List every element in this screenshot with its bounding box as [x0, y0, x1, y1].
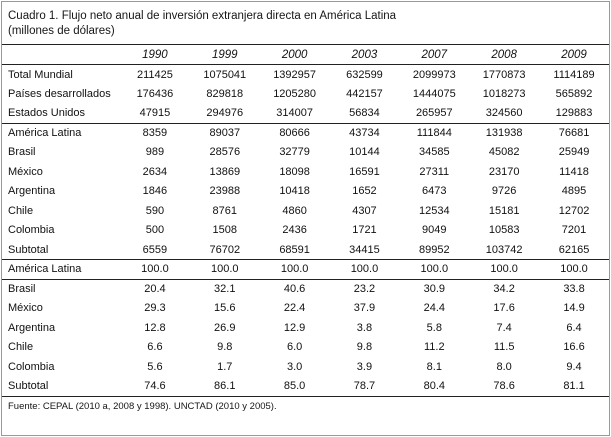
table-row	[2, 240, 609, 260]
value-cell: 8761	[212, 204, 237, 217]
value-cell: 7.4	[496, 321, 512, 334]
value-cell: 22.4	[283, 302, 306, 315]
source-note: Fuente: CEPAL (2010 a, 2008 y 1998). UNCTAD (2010 y 2005).	[8, 400, 277, 412]
header-row	[2, 45, 609, 65]
row-label: Argentina	[8, 185, 56, 198]
value-cell: 6.0	[286, 341, 303, 354]
value-cell: 100.0	[539, 260, 609, 280]
value-cell: 2634	[142, 165, 168, 178]
value-cell: 85.0	[283, 380, 306, 392]
value-cell: 23.2	[330, 279, 400, 299]
value-cell: 11.5	[493, 341, 515, 354]
year-column-header: 1999	[190, 45, 260, 65]
value-cell: 23988	[209, 185, 241, 198]
row-label: Estados Unidos	[8, 107, 86, 119]
value-cell: 33.8	[539, 279, 609, 299]
value-cell: 11418	[559, 165, 589, 178]
value-cell: 23170	[488, 165, 520, 178]
row-label: Colombia	[8, 224, 55, 237]
value-cell: 1721	[352, 224, 377, 237]
value-cell: 24.4	[423, 302, 445, 315]
row-label: Subtotal	[8, 380, 49, 392]
year-column-header: 2008	[469, 45, 539, 65]
value-cell: 78.6	[493, 380, 515, 392]
value-cell: 15181	[488, 204, 520, 217]
value-cell: 25949	[558, 146, 590, 159]
value-cell: 40.6	[260, 279, 330, 299]
row-label: Colombia	[8, 360, 55, 373]
value-cell: 103742	[485, 243, 523, 256]
value-cell: 86.1	[214, 380, 236, 392]
table-row	[2, 377, 609, 397]
value-cell: 100.0	[190, 260, 260, 280]
row-label: Subtotal	[8, 243, 49, 256]
table-body	[2, 65, 609, 397]
row-label: América Latina	[2, 260, 120, 280]
row-label: Total Mundial	[8, 68, 73, 81]
value-cell: 28576	[209, 146, 241, 159]
value-cell: 56834	[349, 107, 380, 119]
table-title: Cuadro 1. Flujo neto anual de inversión extranjera directa en América Latina	[8, 10, 397, 22]
value-cell: 10583	[488, 224, 520, 237]
table-row	[2, 279, 609, 299]
value-cell: 1205280	[273, 87, 317, 100]
value-cell: 80.4	[423, 380, 445, 392]
value-cell: 4895	[561, 185, 587, 198]
value-cell: 3.0	[286, 360, 303, 373]
value-cell: 34585	[419, 146, 450, 159]
value-cell: 3.9	[356, 360, 373, 373]
value-cell: 294976	[206, 107, 244, 119]
row-label: Países desarrollados	[8, 87, 111, 100]
value-cell: 1392957	[273, 68, 317, 81]
value-cell: 76681	[539, 123, 609, 143]
row-label: Argentina	[8, 321, 56, 334]
value-cell: 2099973	[412, 68, 456, 81]
value-cell: 2436	[282, 224, 307, 237]
value-cell: 1770873	[482, 68, 526, 81]
value-cell: 6559	[142, 243, 168, 256]
value-cell: 6.4	[566, 321, 582, 334]
value-cell: 176436	[136, 87, 174, 100]
value-cell: 1114189	[553, 68, 595, 81]
value-cell: 9049	[422, 224, 447, 237]
value-cell: 12.9	[283, 321, 306, 334]
value-cell: 6473	[422, 185, 447, 198]
value-cell: 26.9	[214, 321, 236, 334]
value-cell: 89952	[419, 243, 450, 256]
row-label: México	[8, 302, 43, 315]
value-cell: 12.8	[144, 321, 166, 334]
row-label: México	[8, 165, 43, 178]
value-cell: 12702	[558, 204, 590, 217]
value-cell: 43734	[330, 123, 400, 143]
value-cell: 11.2	[424, 341, 445, 354]
value-cell: 74.6	[144, 380, 166, 392]
value-cell: 100.0	[120, 260, 190, 280]
value-cell: 989	[145, 146, 165, 159]
footer-block	[2, 397, 609, 414]
value-cell: 10418	[279, 185, 310, 198]
data-table	[2, 44, 609, 397]
value-cell: 565892	[555, 87, 593, 100]
table-row	[2, 338, 609, 358]
value-cell: 13869	[209, 165, 241, 178]
value-cell: 29.3	[144, 302, 166, 315]
value-cell: 15.6	[214, 302, 236, 315]
row-label: Brasil	[8, 146, 36, 159]
value-cell: 131938	[469, 123, 539, 143]
row-label: América Latina	[2, 123, 120, 143]
table-row	[2, 357, 609, 377]
table-row	[2, 182, 609, 202]
value-cell: 12534	[419, 204, 450, 217]
value-cell: 16591	[349, 165, 380, 178]
table-subtitle: (millones de dólares)	[8, 25, 115, 37]
table-row	[2, 318, 609, 338]
value-cell: 5.6	[147, 360, 163, 373]
value-cell: 32.1	[190, 279, 260, 299]
table-row	[2, 84, 609, 104]
value-cell: 18098	[279, 165, 310, 178]
value-cell: 100.0	[330, 260, 400, 280]
table-row	[2, 104, 609, 124]
value-cell: 20.4	[120, 279, 190, 299]
value-cell: 30.9	[399, 279, 469, 299]
value-cell: 632599	[346, 68, 383, 81]
value-cell: 9726	[491, 185, 517, 198]
value-cell: 78.7	[353, 380, 376, 392]
value-cell: 89037	[190, 123, 260, 143]
value-cell: 829818	[206, 87, 244, 100]
value-cell: 47915	[139, 107, 171, 119]
value-cell: 27311	[419, 165, 450, 178]
value-cell: 80666	[260, 123, 330, 143]
value-cell: 100.0	[399, 260, 469, 280]
row-label: Chile	[8, 204, 34, 217]
value-cell: 34.2	[469, 279, 539, 299]
value-cell: 129883	[555, 107, 593, 119]
value-cell: 68591	[279, 243, 310, 256]
year-column-header: 2003	[330, 45, 400, 65]
row-label: Brasil	[2, 279, 120, 299]
year-column-header: 2009	[539, 45, 609, 65]
value-cell: 76702	[209, 243, 241, 256]
title-block	[2, 2, 609, 44]
header-label-spacer	[2, 45, 120, 65]
value-cell: 7201	[561, 224, 587, 237]
table-row	[2, 123, 609, 143]
value-cell: 3.8	[356, 321, 373, 334]
year-column-header: 1990	[120, 45, 190, 65]
value-cell: 9.8	[217, 341, 233, 354]
value-cell: 37.9	[353, 302, 376, 315]
value-cell: 8.1	[426, 360, 442, 373]
value-cell: 111844	[399, 123, 469, 143]
table-row	[2, 260, 609, 280]
table-row	[2, 221, 609, 241]
value-cell: 8359	[120, 123, 190, 143]
value-cell: 4860	[282, 204, 307, 217]
value-cell: 1.7	[217, 360, 233, 373]
value-cell: 500	[145, 224, 165, 237]
value-cell: 1018273	[482, 87, 526, 100]
value-cell: 14.9	[563, 302, 585, 315]
year-column-header: 2000	[260, 45, 330, 65]
value-cell: 100.0	[260, 260, 330, 280]
row-label: Chile	[8, 341, 34, 354]
value-cell: 9.4	[566, 360, 582, 373]
value-cell: 8.0	[496, 360, 512, 373]
value-cell: 5.8	[426, 321, 442, 334]
value-cell: 45082	[488, 146, 520, 159]
value-cell: 32779	[279, 146, 310, 159]
value-cell: 9.8	[356, 341, 373, 354]
value-cell: 16.6	[563, 341, 585, 354]
value-cell: 17.6	[493, 302, 515, 315]
value-cell: 62165	[558, 243, 590, 256]
value-cell: 100.0	[469, 260, 539, 280]
value-cell: 4307	[352, 204, 377, 217]
value-cell: 1652	[352, 185, 377, 198]
value-cell: 314007	[276, 107, 313, 119]
value-cell: 1444075	[412, 87, 456, 100]
value-cell: 10144	[349, 146, 380, 159]
table-figure	[1, 1, 610, 436]
table-row	[2, 143, 609, 163]
year-column-header: 2007	[399, 45, 469, 65]
value-cell: 1846	[142, 185, 168, 198]
value-cell: 442157	[346, 87, 383, 100]
value-cell: 6.6	[147, 341, 163, 354]
table-row	[2, 162, 609, 182]
value-cell: 1508	[212, 224, 237, 237]
table-row	[2, 65, 609, 85]
value-cell: 211425	[136, 68, 173, 81]
value-cell: 265957	[415, 107, 453, 119]
value-cell: 324560	[485, 107, 523, 119]
value-cell: 590	[145, 204, 165, 217]
table-row	[2, 299, 609, 319]
value-cell: 81.1	[563, 380, 585, 392]
value-cell: 1075041	[203, 68, 247, 81]
table-row	[2, 201, 609, 221]
value-cell: 34415	[349, 243, 380, 256]
